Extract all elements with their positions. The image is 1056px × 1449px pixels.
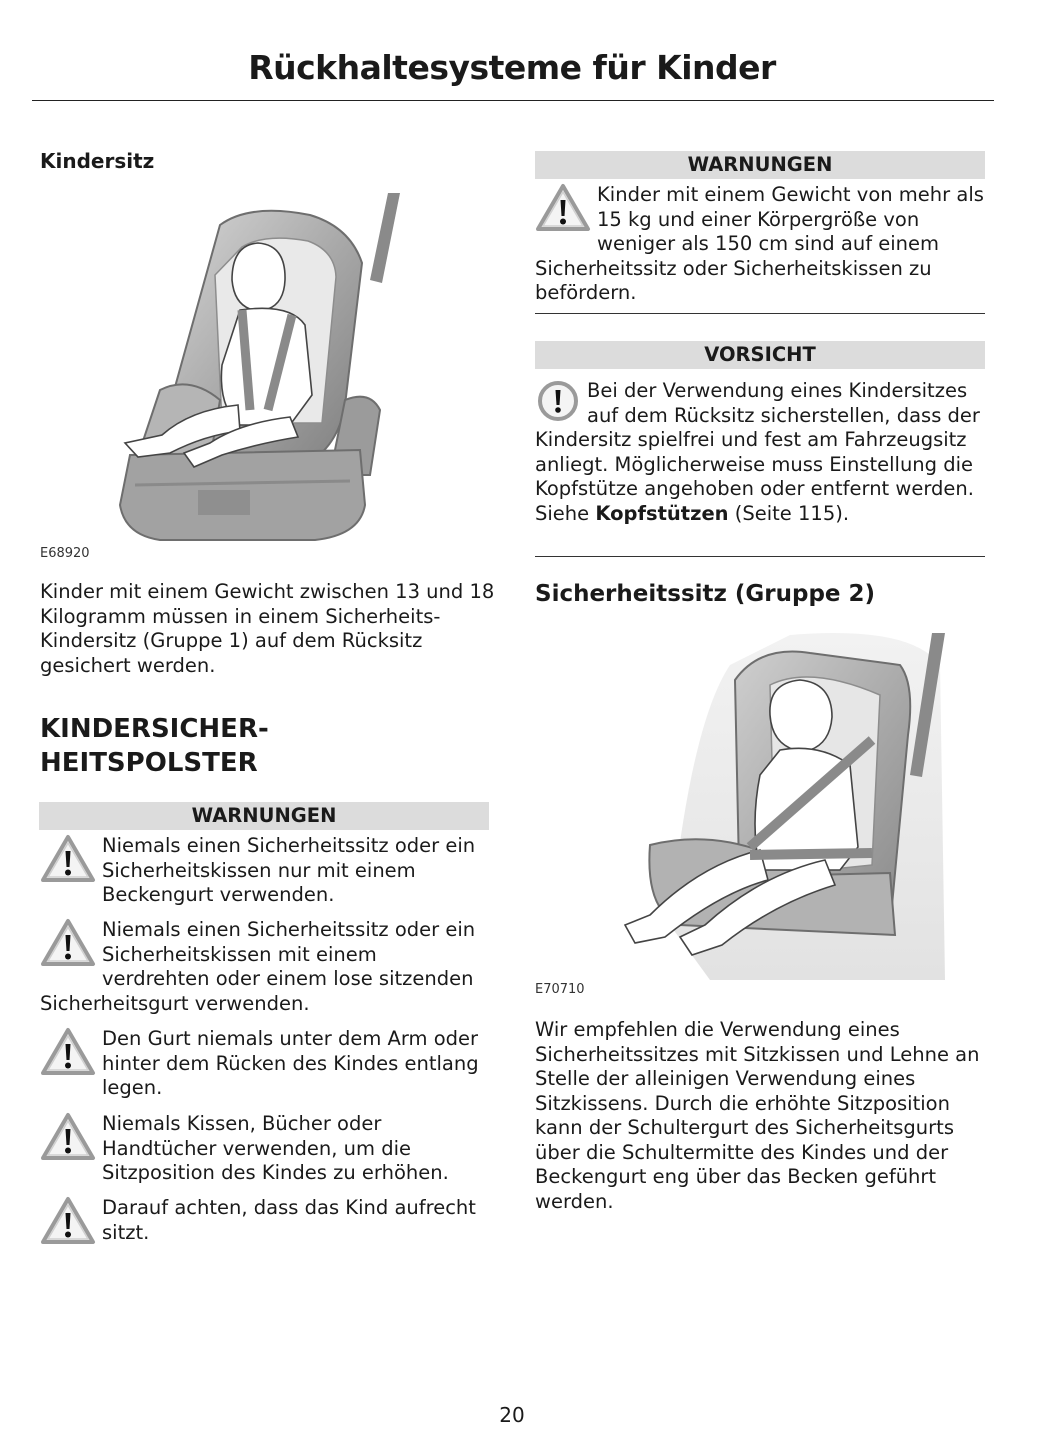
warning-item-1 (40, 834, 490, 908)
divider (535, 313, 985, 314)
gruppe2-paragraph: Wir empfehlen die Verwendung eines Sicherheitssitzes mit Sitzkissen und Lehne an Stelle der alleinigen Verwendung eines Sitzkissens. Durch die erhöhte Sitzposition kann der Schultergurt des Sicherheitsgurts über die Schultermitte des Kindes und der Beckengurt eng über das Becken geführt werden. (535, 1018, 980, 1213)
warning-item-2 (40, 918, 490, 1016)
caution-circle-icon (535, 379, 581, 423)
warning-text-1: Niemals einen Sicherheitssitz oder ein Sicherheitskissen nur mit einem Beckengurt verwenden. (102, 834, 476, 906)
page-number: 20 (499, 1403, 525, 1427)
image-code-e70710: E70710 (535, 982, 585, 997)
warning-item-5 (40, 1196, 490, 1246)
page-title: Rückhaltesysteme für Kinder (248, 48, 776, 87)
kindersitz-paragraph: Kinder mit einem Gewicht zwischen 13 und 18 Kilogramm müssen in einem Sicherheits-Kindersitz (Gruppe 1) auf dem Rücksitz gesichert werden. (40, 580, 495, 677)
section-heading-gruppe2: Sicherheitssitz (Gruppe 2) (535, 581, 876, 607)
booster-seat-group2-illustration (610, 625, 955, 985)
caution-text-end: (Seite 115). (728, 501, 850, 525)
section-heading-polster-line2: HEITSPOLSTER (40, 748, 258, 778)
warning-item-4 (40, 1112, 490, 1186)
warning-text-3: Den Gurt niemals unter dem Arm oder hinter dem Rücken des Kindes entlang legen. (102, 1027, 479, 1099)
warning-text-right: Kinder mit einem Gewicht von mehr als 15 kg und einer Körpergröße von weniger als 150 cm sind auf einem Sicherheitssitz oder Sicherheitskissen zu befördern. (535, 183, 984, 304)
section-heading-polster (40, 712, 269, 780)
child-seat-group1-illustration (100, 185, 420, 550)
warning-item-3 (40, 1027, 490, 1101)
warning-text-4: Niemals Kissen, Bücher oder Handtücher verwenden, um die Sitzposition des Kindes zu erhöhen. (102, 1112, 449, 1184)
kopfstuetzen-link[interactable]: Kopfstützen (595, 501, 729, 525)
image-code-e68920: E68920 (40, 546, 90, 561)
warning-text-5: Darauf achten, dass das Kind aufrecht sitzt. (102, 1196, 476, 1244)
warnings-banner-right: WARNUNGEN (535, 151, 985, 179)
warning-triangle-icon (40, 1112, 96, 1162)
warnings-banner-left: WARNUNGEN (39, 802, 489, 830)
warning-triangle-icon (40, 834, 96, 884)
caution-text: Bei der Verwendung eines Kindersitzes auf dem Rücksitz sicherstellen, dass der Kindersitz spielfrei und fest am Fahrzeugsitz anliegt. Möglicherweise muss Einstellung die Kopfstütze angehoben oder entfernt werden. Siehe (535, 379, 980, 525)
section-heading-kindersitz: Kindersitz (40, 149, 155, 173)
warning-triangle-icon (40, 918, 96, 968)
title-divider (32, 100, 994, 101)
warning-item-right (535, 183, 985, 306)
caution-banner: VORSICHT (535, 341, 985, 369)
divider (535, 556, 985, 557)
warning-text-2: Niemals einen Sicherheitssitz oder ein Sicherheitskissen mit einem verdrehten oder einem lose sitzenden Sicherheitsgurt verwenden. (40, 918, 476, 1015)
warning-triangle-icon (40, 1027, 96, 1077)
warning-triangle-icon (535, 183, 591, 233)
section-heading-polster-line1: KINDERSICHER- (40, 714, 269, 744)
caution-item (535, 379, 985, 526)
warning-triangle-icon (40, 1196, 96, 1246)
